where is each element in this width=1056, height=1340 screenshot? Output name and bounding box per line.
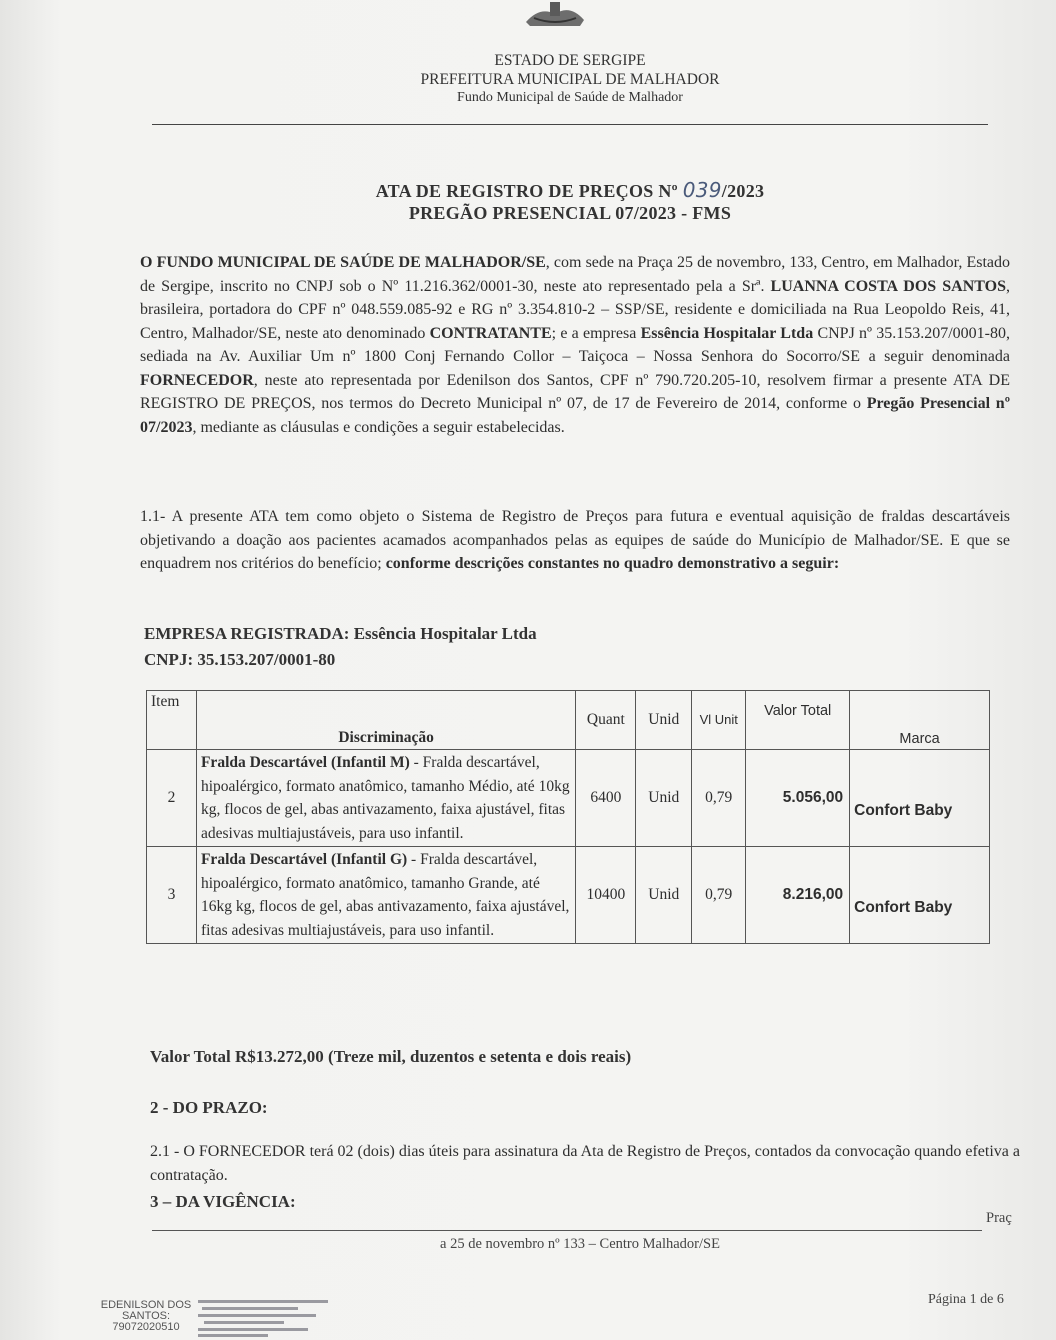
title-prefix: ATA DE REGISTRO DE PREÇOS Nº [375, 181, 683, 201]
intro-text-1: , com sede na Praça 25 de novembro, 133, Centro, em Malhador, Estado de Sergipe, inscrito no CNPJ sob o Nº 11.216.362/0001-30, neste ato representado pela a Srª. [140, 254, 1010, 295]
row-title: Fralda Descartável (Infantil M) [200, 754, 410, 771]
row-desc-text: - Fralda descartável, hipoalérgico, formato anatômico, tamanho Médio, até 10kg kg, flocos de gel, abas antivazamento, faixa ajustável, fitas adesivas multiajustáveis, para uso infantil. [200, 754, 570, 842]
intro-fornecedor: FORNECEDOR [140, 371, 254, 389]
table-row [147, 750, 990, 847]
intro-text-2: , brasileira, portadora do CPF nº 048.559.085-92 e RG nº 3.354.810-2 – SSP/SE, residente e domiciliada na Rua Leopoldo Reis, 41, Centro, Malhador/SE, neste ato denominado [140, 277, 1011, 342]
header-unid: Unid [636, 691, 692, 750]
document-title [0, 178, 1056, 202]
signature-line-1: EDENILSON DOS [100, 1299, 192, 1311]
intro-company: Essência Hospitalar Ltda [640, 324, 814, 342]
digital-signature-stamp-icon [198, 1298, 334, 1338]
section-2-heading: 2 - DO PRAZO: [150, 1098, 268, 1117]
row-unid: Unid [636, 750, 692, 847]
row-item: 3 [147, 847, 197, 944]
row-quant: 10400 [576, 847, 636, 944]
row-vl-unit: 0,79 [692, 750, 746, 847]
intro-contratante: CONTRATANTE [429, 324, 552, 342]
row-description [196, 750, 575, 847]
row-marca: Confort Baby [850, 847, 990, 944]
signature-line-3: 79072020510 [112, 1321, 180, 1333]
header-prefeitura: PREFEITURA MUNICIPAL DE MALHADOR [420, 71, 720, 88]
row-title: Fralda Descartável (Infantil G) [200, 851, 408, 868]
table-row [147, 847, 990, 944]
header-rule [152, 124, 988, 125]
registered-cnpj: CNPJ: 35.153.207/0001-80 [144, 650, 336, 669]
items-table [146, 690, 990, 944]
clause-1-1-bold: conforme descrições constantes no quadro demonstrativo a seguir: [385, 555, 840, 572]
table-header-row [147, 691, 990, 750]
clause-1-1 [140, 505, 1010, 576]
intro-representative: LUANNA COSTA DOS SANTOS [770, 277, 1007, 295]
header-marca: Marca [850, 691, 990, 750]
intro-text-6: , mediante as cláusulas e condições a seguir estabelecidas. [192, 418, 565, 436]
row-valor-total: 5.056,00 [746, 750, 850, 847]
digital-signature-label [86, 1300, 206, 1333]
footer-rule [152, 1230, 982, 1231]
handwritten-number: 039 [682, 178, 722, 202]
row-item: 2 [147, 750, 197, 847]
section-3-heading: 3 – DA VIGÊNCIA: [150, 1192, 296, 1211]
document-subtitle: PREGÃO PRESENCIAL 07/2023 - FMS [408, 203, 732, 223]
header-item: Item [147, 691, 197, 750]
intro-text-4: CNPJ nº 35.153.207/0001-80, sediada na Av. Auxiliar Um nº 1800 Conj Fernando Collor – Taiçoca – Nossa Senhora do Socorro/SE a seguir denominada [140, 324, 1011, 365]
coat-of-arms-icon [520, 0, 590, 28]
row-marca: Confort Baby [850, 750, 990, 847]
header-fund: Fundo Municipal de Saúde de Malhador [457, 90, 683, 105]
footer-address: a 25 de novembro nº 133 – Centro Malhador/SE [440, 1236, 720, 1252]
intro-text-5: , neste ato representada por Edenilson dos Santos, CPF nº 790.720.205-10, resolvem firmar a presente ATA DE REGISTRO DE PREÇOS, nos termos do Decreto Municipal nº 07, de 17 de Fevereiro de 2014, conforme o [140, 371, 1010, 412]
row-desc-text: - Fralda descartável, hipoalérgico, formato anatômico, tamanho Grande, até 16kg kg, flocos de gel, abas antivazamento, faixa ajustável, fitas adesivas multiajustáveis, para uso infantil. [200, 851, 570, 939]
page-number: Página 1 de 6 [928, 1292, 1004, 1307]
intro-paragraph [140, 251, 1010, 439]
header-quant: Quant [576, 691, 636, 750]
footer-praca: Praç [986, 1210, 1012, 1226]
title-suffix: /2023 [721, 181, 765, 201]
header-state: ESTADO DE SERGIPE [494, 52, 646, 69]
row-vl-unit: 0,79 [692, 847, 746, 944]
header-discriminacao: Discriminação [196, 691, 575, 750]
header-vl-unit: Vl Unit [692, 691, 746, 750]
total-value-line: Valor Total R$13.272,00 (Treze mil, duzentos e setenta e dois reais) [150, 1047, 632, 1066]
signature-line-2: SANTOS: [121, 1310, 171, 1322]
intro-text-3: ; e a empresa [551, 324, 641, 342]
row-description [196, 847, 575, 944]
row-unid: Unid [636, 847, 692, 944]
clause-2-1: 2.1 - O FORNECEDOR terá 02 (dois) dias úteis para assinatura da Ata de Registro de Preços, contados da convocação quando efetiva a contratação. [150, 1143, 1020, 1184]
row-valor-total: 8.216,00 [746, 847, 850, 944]
header-valor-total: Valor Total [746, 691, 850, 750]
clause-1-1-text: 1.1- A presente ATA tem como objeto o Sistema de Registro de Preços para futura e eventual aquisição de fraldas descartáveis objetivando a doação aos pacientes acamados acompanhados pelas as equipes de saúde do Município de Malhador/SE. E que se enquadrem nos critérios do benefício; [140, 508, 1010, 572]
row-quant: 6400 [576, 750, 636, 847]
intro-pregao: Pregão Presencial nº 07/2023 [140, 395, 1010, 436]
intro-fund-name: O FUNDO MUNICIPAL DE SAÚDE DE MALHADOR/SE [140, 254, 546, 271]
registered-company: EMPRESA REGISTRADA: Essência Hospitalar Ltda [144, 624, 537, 643]
